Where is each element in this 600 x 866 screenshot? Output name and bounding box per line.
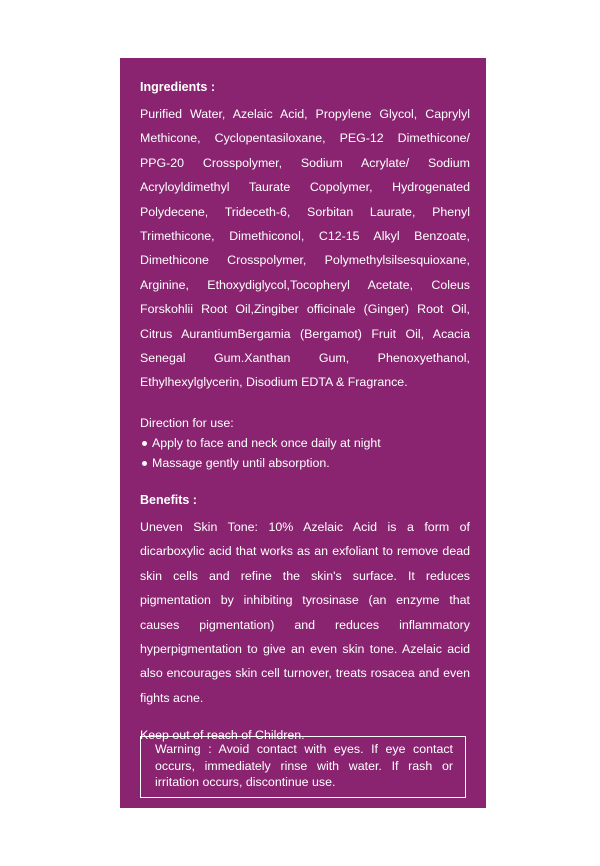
ingredients-text: Purified Water, Azelaic Acid, Propylene Glycol, Caprylyl Methicone, Cyclopentasiloxane, PEG-12 Dimethicone/ PPG-20 Crosspolymer, Sodium Acrylate/ Sodium Acryloyldimethyl Taurate Copolymer, Hydrogenated Polydecene, Trideceth-6, Sorbitan Laurate, Phenyl Trimethicone, Dimethiconol, C12-15 Alkyl Benzoate, Dimethicone Crosspolymer, Polymethylsilsesquioxane, Arginine, Ethoxydiglycol,Tocopheryl Acetate, Coleus Forskohlii Root Oil,Zingiber officinale (Ginger) Root Oil, Citrus AurantiumBergamia (Bergamot) Fruit Oil, Acacia Senegal Gum.Xanthan Gum, Phenoxyethanol, Ethylhexylglycerin, Disodium EDTA & Fragrance. — [140, 107, 470, 390]
ingredients-heading: Ingredients : — [140, 80, 216, 94]
direction-item: Massage gently until absorption. — [140, 453, 470, 473]
benefits-heading: Benefits : — [140, 492, 197, 507]
keep-out-notice: Keep out of reach of Children. — [140, 728, 305, 743]
directions-list — [140, 433, 470, 473]
label-panel — [120, 58, 486, 808]
benefits-text: Uneven Skin Tone: 10% Azelaic Acid is a form of dicarboxylic acid that works as an exfoliant to remove dead skin cells and refine the skin's surface. It reduces pigmentation by inhibiting tyrosinase (an enzyme that causes pigmentation) and reduces inflammatory hyperpigmentation to give an even skin tone. Azelaic acid also encourages skin cell turnover, treats rosacea and even fights acne. — [140, 519, 470, 705]
warning-box: Warning : Avoid contact with eyes. If eye contact occurs, immediately rinse with water. If rash or irritation occurs, discontinue use. — [140, 736, 466, 798]
direction-item: Apply to face and neck once daily at night — [140, 433, 470, 453]
directions-label: Direction for use: — [140, 415, 234, 430]
